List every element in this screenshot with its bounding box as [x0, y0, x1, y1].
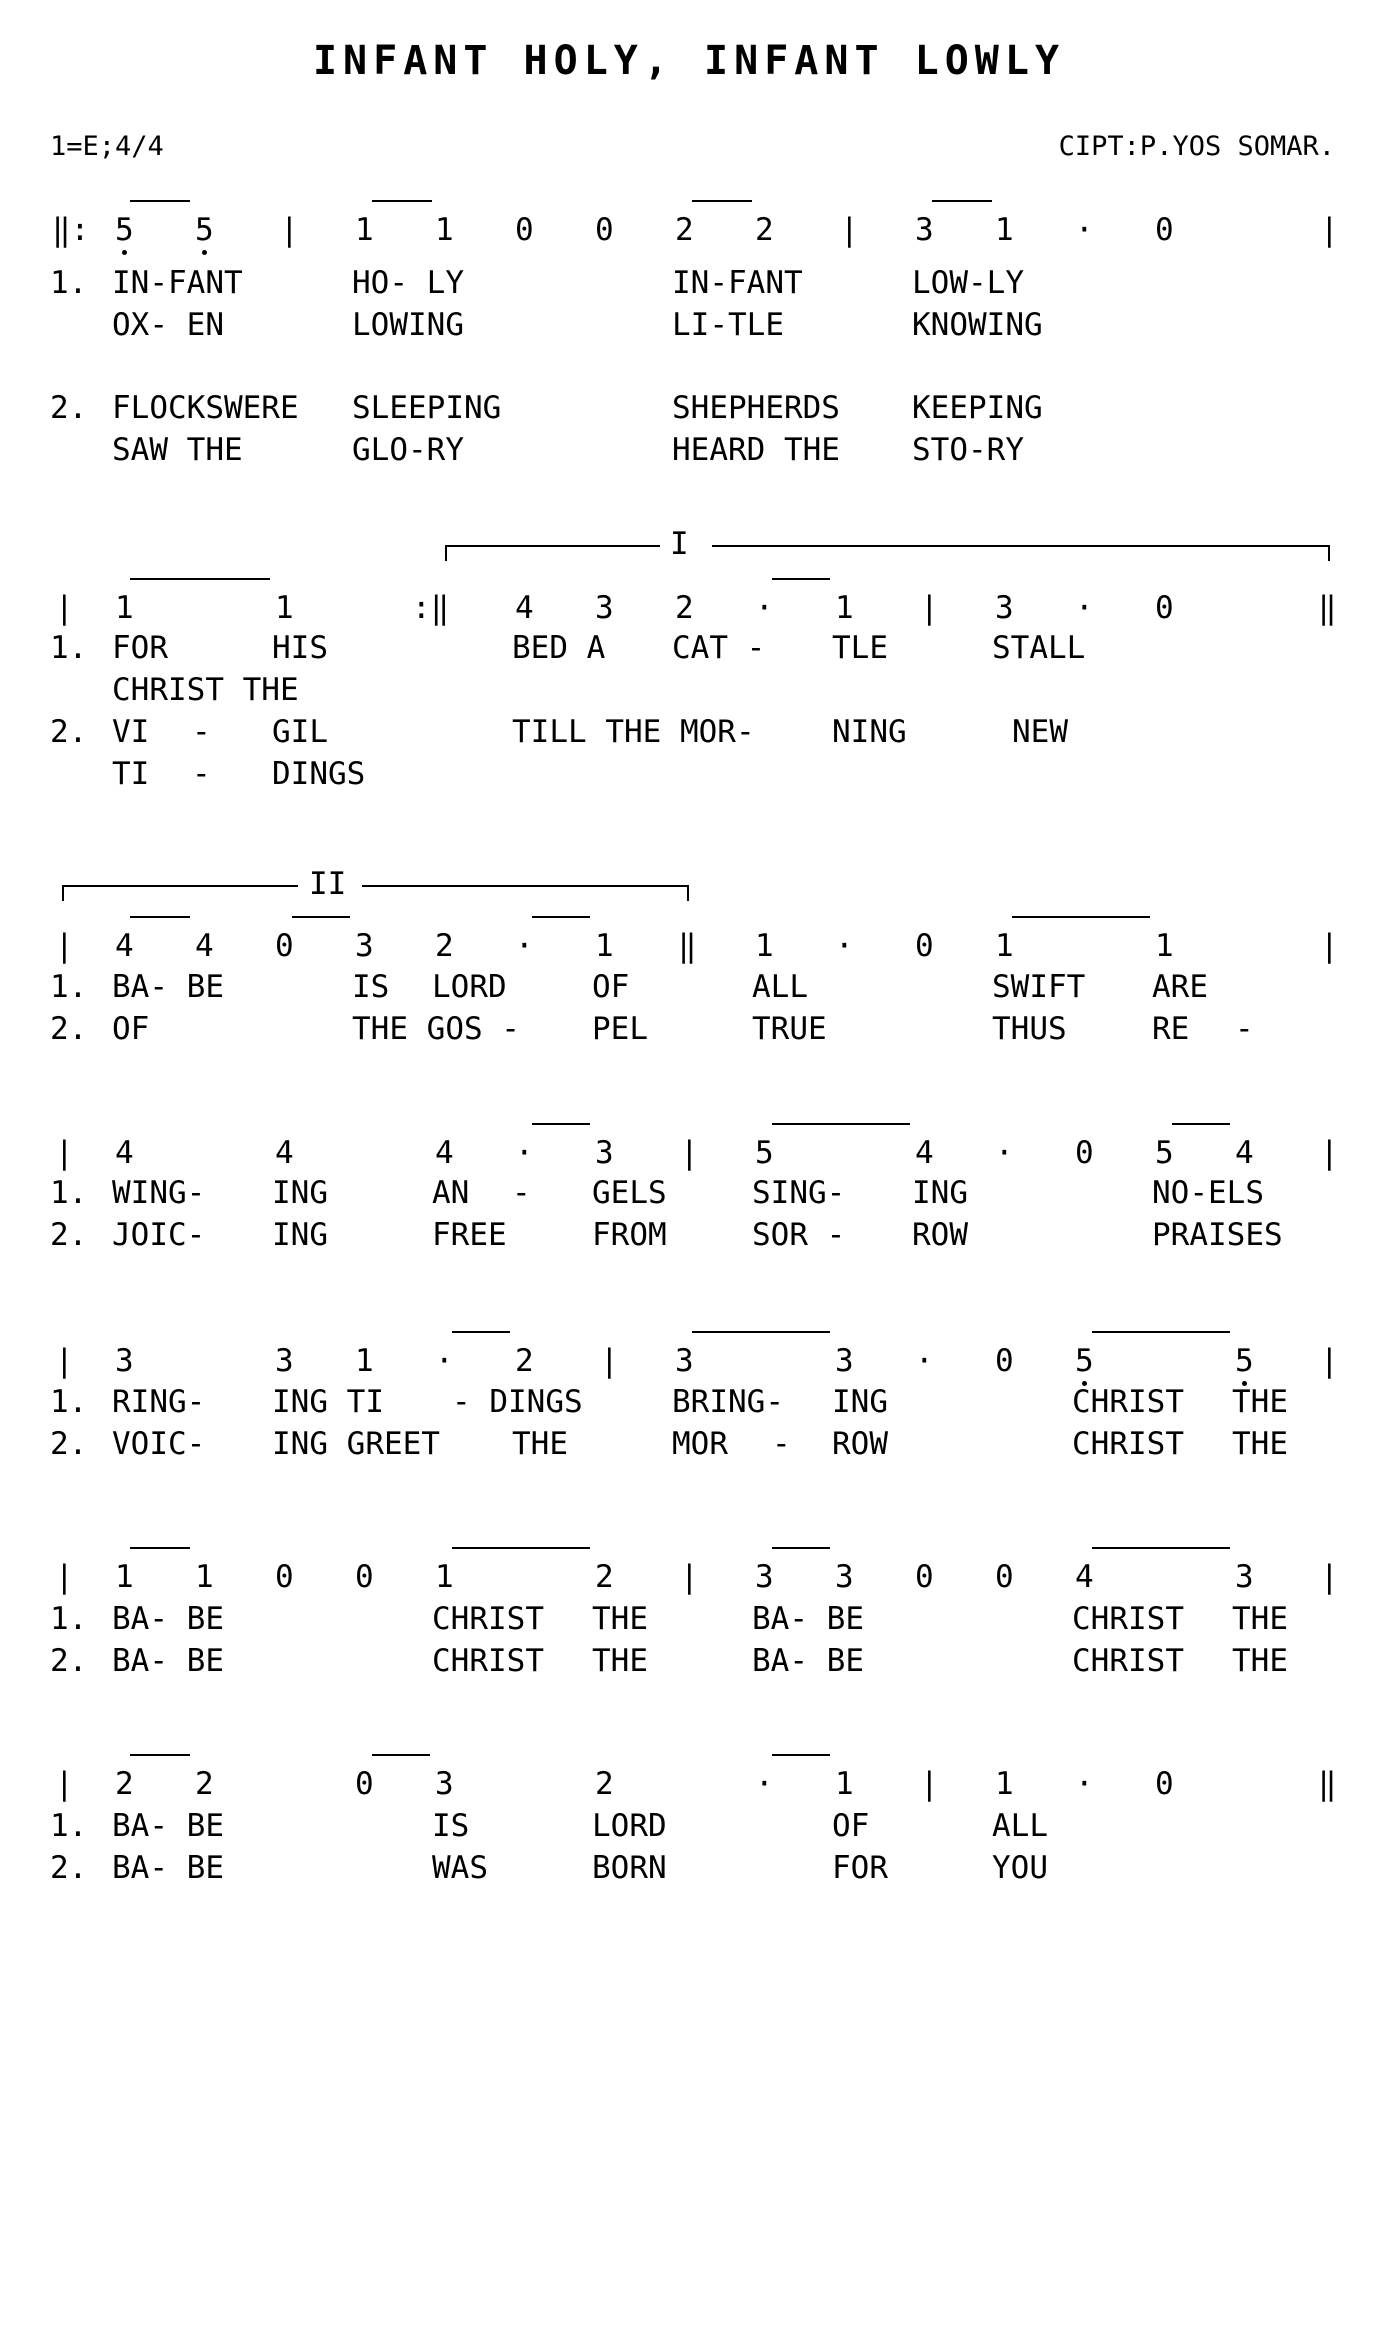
- note-token: 2: [595, 1559, 614, 1595]
- lyric-syllable: NEW: [1012, 714, 1068, 750]
- note-token: 0: [355, 1559, 374, 1595]
- lyric-syllable: BED A: [512, 630, 606, 666]
- lyric-syllable: WAS: [432, 1850, 488, 1886]
- lyric-syllable: SING-: [752, 1175, 846, 1211]
- lyric-syllable: KEEPING: [912, 390, 1043, 426]
- note-token: 3: [1235, 1559, 1254, 1595]
- lyric-syllable: ING: [912, 1175, 968, 1211]
- note-token: :‖: [412, 590, 450, 626]
- lyric-syllable: CAT -: [672, 630, 766, 666]
- beam-underline: [532, 1123, 590, 1125]
- volta-second-ending-line: [362, 885, 687, 887]
- note-token: 3: [835, 1559, 854, 1595]
- note-token: ·: [515, 928, 534, 964]
- beam-underline: [452, 1331, 510, 1333]
- lyric-syllable: IS: [432, 1808, 470, 1844]
- lyric-syllable: NING: [832, 714, 907, 750]
- lyric-syllable: ARE: [1152, 969, 1208, 1005]
- lyric-syllable: LORD: [432, 969, 507, 1005]
- note-token: 1: [355, 1343, 374, 1379]
- lyric-syllable: CHRIST: [1072, 1426, 1184, 1462]
- lyric-syllable: HO- LY: [352, 265, 464, 301]
- beam-underline: [452, 1547, 590, 1549]
- lyric-syllable: 2.: [50, 390, 88, 426]
- lyric-syllable: 2.: [50, 1850, 88, 1886]
- lyric-syllable: NO-ELS: [1152, 1175, 1264, 1211]
- note-token: 5: [1155, 1135, 1174, 1171]
- lyric-syllable: FOR: [112, 630, 168, 666]
- lyric-syllable: -: [512, 1175, 531, 1211]
- note-token: ‖: [1318, 590, 1337, 626]
- lyric-syllable: 2.: [50, 1011, 88, 1047]
- note-token: 4: [1075, 1559, 1094, 1595]
- lyric-syllable: BA- BE: [752, 1643, 864, 1679]
- note-token: 5: [1235, 1343, 1254, 1379]
- note-token: 2: [595, 1766, 614, 1802]
- note-token: 1: [995, 212, 1014, 248]
- note-token: |: [1320, 1559, 1339, 1595]
- note-token: 1: [755, 928, 774, 964]
- note-token: |: [55, 590, 74, 626]
- lyric-syllable: -: [192, 714, 211, 750]
- lyric-syllable: ALL: [752, 969, 808, 1005]
- lyric-syllable: GELS: [592, 1175, 667, 1211]
- lyric-syllable: ING TI: [272, 1384, 384, 1420]
- lyric-syllable: -: [192, 756, 211, 792]
- beam-underline: [772, 1547, 830, 1549]
- lyric-syllable: THE: [1232, 1426, 1288, 1462]
- lyric-syllable: BA- BE: [112, 1601, 224, 1637]
- note-token: 0: [915, 1559, 934, 1595]
- lyric-syllable: IN-FANT: [672, 265, 803, 301]
- lyric-syllable: PEL: [592, 1011, 648, 1047]
- lyric-syllable: HEARD THE: [672, 432, 840, 468]
- note-token: 2: [435, 928, 454, 964]
- beam-underline: [1092, 1547, 1230, 1549]
- lyric-syllable: LI-TLE: [672, 307, 784, 343]
- lyric-syllable: - DINGS: [452, 1384, 583, 1420]
- note-token: 1: [595, 928, 614, 964]
- note-token: ·: [515, 1135, 534, 1171]
- lyric-syllable: BA- BE: [112, 1808, 224, 1844]
- note-token: ·: [835, 928, 854, 964]
- note-token: 5: [115, 212, 134, 248]
- lyric-syllable: TLE: [832, 630, 888, 666]
- note-token: 3: [755, 1559, 774, 1595]
- beam-underline: [130, 1754, 190, 1756]
- lyric-syllable: BA- BE: [112, 1850, 224, 1886]
- note-token: 1: [435, 212, 454, 248]
- note-token: 0: [595, 212, 614, 248]
- note-token: ‖:: [52, 212, 90, 248]
- lyric-syllable: CHRIST: [1072, 1601, 1184, 1637]
- lyric-syllable: STO-RY: [912, 432, 1024, 468]
- beam-underline: [372, 1754, 430, 1756]
- lyric-syllable: FOR: [832, 1850, 888, 1886]
- note-token: 3: [275, 1343, 294, 1379]
- note-token: |: [920, 590, 939, 626]
- beam-underline: [1092, 1331, 1230, 1333]
- lyric-syllable: 1.: [50, 265, 88, 301]
- note-token: 4: [275, 1135, 294, 1171]
- note-token: 3: [915, 212, 934, 248]
- note-token: 0: [275, 928, 294, 964]
- lyric-syllable: RE: [1152, 1011, 1190, 1047]
- lyric-syllable: TI: [112, 756, 150, 792]
- lyric-syllable: IN-FANT: [112, 265, 243, 301]
- volta-second-ending-tick: [62, 885, 64, 901]
- note-token: |: [680, 1559, 699, 1595]
- note-token: 3: [995, 590, 1014, 626]
- note-token: 2: [675, 212, 694, 248]
- lyric-syllable: OX- EN: [112, 307, 224, 343]
- note-token: |: [1320, 1343, 1339, 1379]
- lyric-syllable: VOIC-: [112, 1426, 206, 1462]
- lyric-syllable: THUS: [992, 1011, 1067, 1047]
- note-token: 0: [1155, 212, 1174, 248]
- lyric-syllable: THE: [1232, 1384, 1288, 1420]
- note-token: 0: [995, 1343, 1014, 1379]
- note-token: ·: [755, 1766, 774, 1802]
- note-token: 1: [435, 1559, 454, 1595]
- lyric-syllable: BA- BE: [112, 969, 224, 1005]
- lyric-syllable: RING-: [112, 1384, 206, 1420]
- lyric-syllable: 1.: [50, 969, 88, 1005]
- volta-second-ending-label: II: [303, 864, 352, 904]
- lyric-syllable: JOIC-: [112, 1217, 206, 1253]
- lyric-syllable: BRING-: [672, 1384, 784, 1420]
- lyric-syllable: CHRIST: [1072, 1384, 1184, 1420]
- lyric-syllable: THE: [1232, 1643, 1288, 1679]
- note-token: |: [55, 1559, 74, 1595]
- note-token: 0: [1075, 1135, 1094, 1171]
- note-token: |: [55, 1766, 74, 1802]
- note-token: 0: [275, 1559, 294, 1595]
- lyric-syllable: HIS: [272, 630, 328, 666]
- note-token: |: [55, 928, 74, 964]
- lyric-syllable: 1.: [50, 630, 88, 666]
- lyric-syllable: PRAISES: [1152, 1217, 1283, 1253]
- lyric-syllable: BA- BE: [752, 1601, 864, 1637]
- note-token: |: [920, 1766, 939, 1802]
- beam-underline: [130, 200, 190, 202]
- lyric-syllable: 1.: [50, 1601, 88, 1637]
- note-token: 2: [115, 1766, 134, 1802]
- lyric-syllable: MOR: [672, 1426, 728, 1462]
- lyric-syllable: -: [1235, 1011, 1254, 1047]
- note-token: 4: [435, 1135, 454, 1171]
- note-token: |: [840, 212, 859, 248]
- volta-first-ending-tick: [445, 545, 447, 561]
- volta-first-ending-line: [445, 545, 660, 547]
- lyric-syllable: CHRIST: [1072, 1643, 1184, 1679]
- lyric-syllable: THE: [592, 1601, 648, 1637]
- note-token: 3: [595, 1135, 614, 1171]
- lyric-syllable: LORD: [592, 1808, 667, 1844]
- note-token: 3: [675, 1343, 694, 1379]
- note-token: |: [280, 212, 299, 248]
- note-token: 4: [115, 928, 134, 964]
- lyric-syllable: 2.: [50, 1426, 88, 1462]
- note-token: 4: [915, 1135, 934, 1171]
- lyric-syllable: GIL: [272, 714, 328, 750]
- note-token: |: [1320, 212, 1339, 248]
- lyric-syllable: SHEPHERDS: [672, 390, 840, 426]
- beam-underline: [772, 1754, 830, 1756]
- lyric-syllable: FREE: [432, 1217, 507, 1253]
- note-token: 4: [115, 1135, 134, 1171]
- note-token: 1: [355, 212, 374, 248]
- beam-underline: [692, 1331, 830, 1333]
- beam-underline: [130, 578, 270, 580]
- lyric-syllable: OF: [592, 969, 630, 1005]
- note-token: 3: [835, 1343, 854, 1379]
- lyric-syllable: ING GREET: [272, 1426, 440, 1462]
- note-token: 4: [195, 928, 214, 964]
- lyric-syllable: SWIFT: [992, 969, 1086, 1005]
- beam-underline: [692, 200, 752, 202]
- lyric-syllable: 2.: [50, 1217, 88, 1253]
- note-token: 5: [195, 212, 214, 248]
- lyric-syllable: TILL THE MOR-: [512, 714, 755, 750]
- note-token: ·: [995, 1135, 1014, 1171]
- note-token: 1: [115, 1559, 134, 1595]
- note-token: ·: [915, 1343, 934, 1379]
- beam-underline: [130, 1547, 190, 1549]
- lyric-syllable: FLOCKSWERE: [112, 390, 299, 426]
- note-token: 4: [1235, 1135, 1254, 1171]
- note-token: 0: [995, 1559, 1014, 1595]
- lyric-syllable: ING: [272, 1217, 328, 1253]
- lyric-syllable: DINGS: [272, 756, 366, 792]
- lyric-syllable: BA- BE: [112, 1643, 224, 1679]
- beam-underline: [772, 1123, 910, 1125]
- note-token: ·: [1075, 590, 1094, 626]
- lyric-syllable: CHRIST THE: [112, 672, 299, 708]
- lyric-syllable: ALL: [992, 1808, 1048, 1844]
- beam-underline: [932, 200, 992, 202]
- lyric-syllable: SOR -: [752, 1217, 846, 1253]
- note-token: 3: [355, 928, 374, 964]
- note-token: 2: [755, 212, 774, 248]
- note-token: |: [55, 1135, 74, 1171]
- volta-first-ending-tick: [1328, 545, 1330, 561]
- lyric-syllable: GLO-RY: [352, 432, 464, 468]
- note-token: 1: [115, 590, 134, 626]
- lyric-syllable: YOU: [992, 1850, 1048, 1886]
- note-token: |: [680, 1135, 699, 1171]
- note-token: 3: [435, 1766, 454, 1802]
- note-token: |: [1320, 1135, 1339, 1171]
- note-token: |: [600, 1343, 619, 1379]
- beam-underline: [532, 916, 590, 918]
- lyric-syllable: THE GOS -: [352, 1011, 520, 1047]
- lyric-syllable: ROW: [912, 1217, 968, 1253]
- beam-underline: [1012, 916, 1150, 918]
- note-token: ‖: [1318, 1766, 1337, 1802]
- beam-underline: [372, 200, 432, 202]
- lyric-syllable: SLEEPING: [352, 390, 502, 426]
- volta-first-ending-label: I: [664, 524, 695, 564]
- note-token: 1: [195, 1559, 214, 1595]
- lyric-syllable: 1.: [50, 1384, 88, 1420]
- song-title: INFANT HOLY, INFANT LOWLY: [312, 38, 1066, 84]
- note-token: ·: [755, 590, 774, 626]
- lyric-syllable: OF: [112, 1011, 150, 1047]
- note-token: 0: [1155, 1766, 1174, 1802]
- composer-credit: CIPT:P.YOS SOMAR.: [1058, 131, 1335, 162]
- lyric-syllable: ING: [272, 1175, 328, 1211]
- note-token: 0: [915, 928, 934, 964]
- volta-first-ending-line: [712, 545, 1328, 547]
- lyric-syllable: THE: [592, 1643, 648, 1679]
- lyric-syllable: OF: [832, 1808, 870, 1844]
- note-token: 5: [1075, 1343, 1094, 1379]
- lyric-syllable: IS: [352, 969, 390, 1005]
- lyric-syllable: 2.: [50, 714, 88, 750]
- lyric-syllable: KNOWING: [912, 307, 1043, 343]
- note-token: 3: [115, 1343, 134, 1379]
- lyric-syllable: 2.: [50, 1643, 88, 1679]
- lyric-syllable: ROW: [832, 1426, 888, 1462]
- lyric-syllable: LOWING: [352, 307, 464, 343]
- lyric-syllable: TRUE: [752, 1011, 827, 1047]
- lyric-syllable: VI: [112, 714, 150, 750]
- lyric-syllable: FROM: [592, 1217, 667, 1253]
- note-token: 1: [835, 1766, 854, 1802]
- lyric-syllable: CHRIST: [432, 1601, 544, 1637]
- volta-second-ending-line: [62, 885, 298, 887]
- note-token: 4: [515, 590, 534, 626]
- lyric-syllable: STALL: [992, 630, 1086, 666]
- note-token: 0: [355, 1766, 374, 1802]
- note-token: 3: [595, 590, 614, 626]
- note-token: ·: [1075, 1766, 1094, 1802]
- note-token: 2: [195, 1766, 214, 1802]
- note-token: 1: [835, 590, 854, 626]
- beam-underline: [772, 578, 830, 580]
- note-token: ·: [1075, 212, 1094, 248]
- note-token: 1: [275, 590, 294, 626]
- lyric-syllable: 1.: [50, 1808, 88, 1844]
- note-token: 0: [1155, 590, 1174, 626]
- note-token: 2: [675, 590, 694, 626]
- note-token: 5: [755, 1135, 774, 1171]
- lyric-syllable: BORN: [592, 1850, 667, 1886]
- lower-octave-dot: [202, 250, 207, 255]
- note-token: |: [55, 1343, 74, 1379]
- lyric-syllable: WING-: [112, 1175, 206, 1211]
- lower-octave-dot: [122, 250, 127, 255]
- note-token: 1: [995, 928, 1014, 964]
- beam-underline: [292, 916, 350, 918]
- note-token: 1: [1155, 928, 1174, 964]
- lyric-syllable: 1.: [50, 1175, 88, 1211]
- lyric-syllable: CHRIST: [432, 1643, 544, 1679]
- volta-second-ending-tick: [687, 885, 689, 901]
- lyric-syllable: LOW-LY: [912, 265, 1024, 301]
- lyric-syllable: THE: [1232, 1601, 1288, 1637]
- key-time-signature: 1=E;4/4: [50, 131, 164, 162]
- lyric-syllable: AN: [432, 1175, 470, 1211]
- note-token: ‖: [678, 928, 697, 964]
- beam-underline: [1172, 1123, 1230, 1125]
- note-token: 0: [515, 212, 534, 248]
- lyric-syllable: THE: [512, 1426, 568, 1462]
- note-token: ·: [435, 1343, 454, 1379]
- note-token: 2: [515, 1343, 534, 1379]
- beam-underline: [130, 916, 190, 918]
- lyric-syllable: -: [772, 1426, 791, 1462]
- note-token: 1: [995, 1766, 1014, 1802]
- note-token: |: [1320, 928, 1339, 964]
- lyric-syllable: ING: [832, 1384, 888, 1420]
- lyric-syllable: SAW THE: [112, 432, 243, 468]
